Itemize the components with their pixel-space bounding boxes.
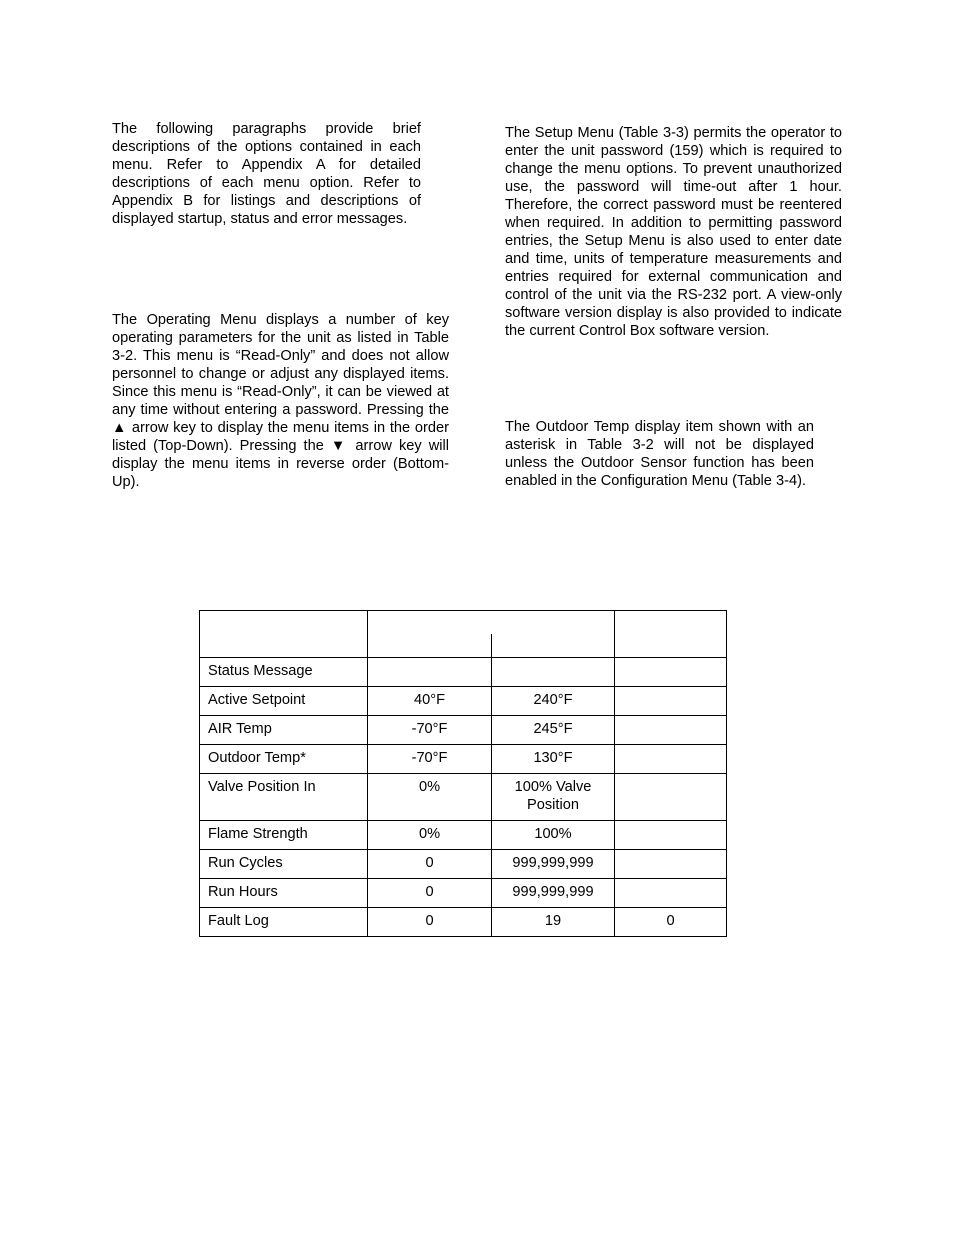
row-default [615, 687, 727, 716]
row-default [615, 850, 727, 879]
row-item: Flame Strength [200, 821, 368, 850]
setup-menu-paragraph: The Setup Menu (Table 3-3) permits the operator to enter the unit password (159) which is required to change the menu options. To prevent unauthorized use, the password will time-out after 1 hour. Therefore, the correct password must be reentered when required. In addition to permitting password entries, the Setup Menu is also used to enter date and time, units of temperature measurements and entries required for external communication and control of the unit via the RS-232 port. A view-only software version display is also provided to indicate the current Control Box software version. [505, 125, 842, 339]
table-row [200, 821, 727, 850]
operating-menu-table [199, 610, 727, 937]
row-min: 0% [368, 774, 492, 821]
row-item: Status Message [200, 658, 368, 687]
operating-menu-paragraph: The Operating Menu displays a number of key operating parameters for the unit as listed in Table 3-2. This menu is “Read-Only” and does not allow personnel to change or adjust any displayed items. Since this menu is “Read-Only”, it can be viewed at any time without entering a password. Pressing the ▲ arrow key to display the menu items in the order listed (Top-Down). Pressing the ▼ arrow key will display the menu items in reverse order (Bottom-Up). [112, 312, 449, 490]
header-cell-range [368, 611, 615, 658]
row-default [615, 745, 727, 774]
row-max [492, 658, 615, 687]
row-default [615, 658, 727, 687]
row-item: Fault Log [200, 908, 368, 937]
row-min: 40°F [368, 687, 492, 716]
row-default: 0 [615, 908, 727, 937]
row-min: 0 [368, 879, 492, 908]
table-row [200, 745, 727, 774]
table-header-row [200, 611, 727, 658]
table-row [200, 687, 727, 716]
table-row [200, 879, 727, 908]
row-default [615, 716, 727, 745]
row-item: AIR Temp [200, 716, 368, 745]
row-item: Outdoor Temp* [200, 745, 368, 774]
row-min [368, 658, 492, 687]
row-min: -70°F [368, 716, 492, 745]
table-row [200, 850, 727, 879]
row-min: -70°F [368, 745, 492, 774]
options-intro-paragraph: The following paragraphs provide brief descriptions of the options contained in each menu. Refer to Appendix A for detailed descriptions of each menu option. Refer to Appendix B for listings and descriptions of displayed startup, status and error messages. [112, 121, 421, 227]
row-default [615, 774, 727, 821]
row-max: 19 [492, 908, 615, 937]
row-default [615, 879, 727, 908]
row-item: Valve Position In [200, 774, 368, 821]
table-row [200, 658, 727, 687]
table-row [200, 908, 727, 937]
row-item: Active Setpoint [200, 687, 368, 716]
row-max: 245°F [492, 716, 615, 745]
row-max: 240°F [492, 687, 615, 716]
row-max: 130°F [492, 745, 615, 774]
row-max: 100% Valve Position [492, 774, 615, 821]
row-item: Run Cycles [200, 850, 368, 879]
row-min: 0 [368, 908, 492, 937]
row-min: 0% [368, 821, 492, 850]
table-row [200, 716, 727, 745]
row-max: 999,999,999 [492, 850, 615, 879]
outdoor-temp-note-paragraph: The Outdoor Temp display item shown with an asterisk in Table 3-2 will not be displayed unless the Outdoor Sensor function has been enabled in the Configuration Menu (Table 3-4). [505, 419, 814, 489]
header-cell-default [615, 611, 727, 658]
row-min: 0 [368, 850, 492, 879]
header-cell-item [200, 611, 368, 658]
row-max: 999,999,999 [492, 879, 615, 908]
row-max: 100% [492, 821, 615, 850]
row-default [615, 821, 727, 850]
table-row [200, 774, 727, 821]
row-item: Run Hours [200, 879, 368, 908]
